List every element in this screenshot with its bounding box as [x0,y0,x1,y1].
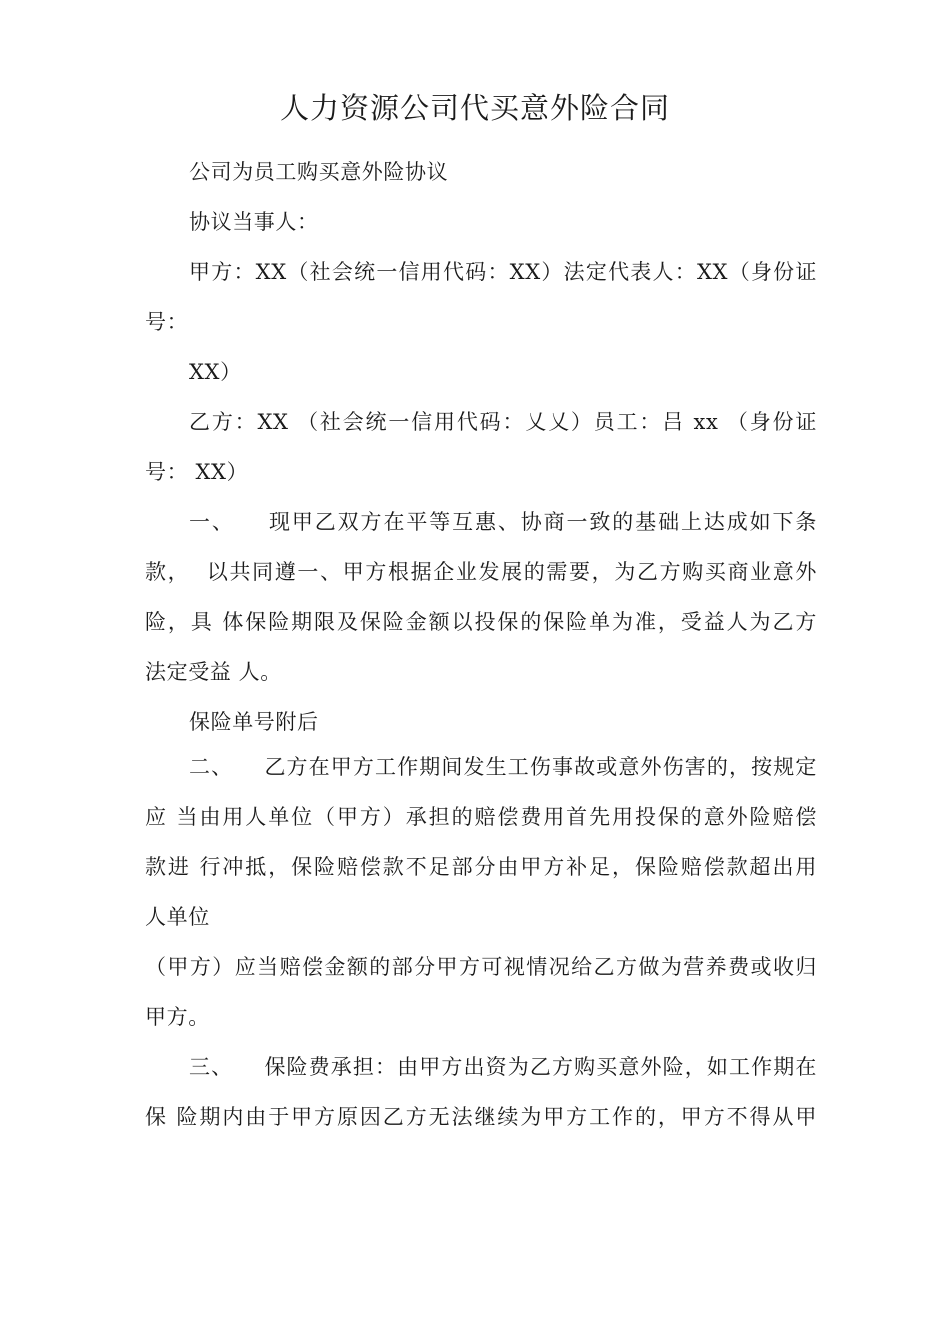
party-b-line-1: 乙方：XX （社会统一信用代码：乂乂）员工：吕 xx （身份证 [189,410,817,434]
party-a-line-3: XX） [189,360,242,384]
clause-3-line-1: 三、 保险费承担：由甲方出资为乙方购买意外险，如工作期在 [189,1055,817,1079]
clause-2-line-6: 甲方。 [145,1005,210,1029]
clause-1-line-3: 险，具 体保险期限及保险金额以投保的保险单为准，受益人为乙方 [145,610,817,634]
clause-2-line-4: 人单位 [145,905,210,929]
clause-2-line-5: （甲方）应当赔偿金额的部分甲方可视情况给乙方做为营养费或收归 [145,955,817,979]
clause-2-line-1: 二、 乙方在甲方工作期间发生工伤事故或意外伤害的，按规定 [189,755,817,779]
policy-number-note: 保险单号附后 [189,710,319,734]
clause-2-line-2: 应 当由用人单位（甲方）承担的赔偿费用首先用投保的意外险赔偿 [145,805,817,829]
document-title: 人力资源公司代买意外险合同 [279,91,670,125]
clause-3-line-2: 保 险期内由于甲方原因乙方无法继续为甲方工作的，甲方不得从甲 [145,1105,817,1129]
clause-1-line-4: 法定受益 人。 [145,660,282,684]
party-b-line-2: 号： XX） [145,460,249,484]
party-a-line-2: 号： [145,310,189,334]
clause-2-line-3: 款进 行冲抵，保险赔偿款不足部分由甲方补足，保险赔偿款超出用 [145,855,817,879]
parties-heading: 协议当事人： [189,210,319,234]
party-a-line-1: 甲方：XX（社会统一信用代码：XX）法定代表人：XX（身份证 [189,260,817,284]
subtitle: 公司为员工购买意外险协议 [189,160,449,184]
clause-1-line-2: 款， 以共同遵一、甲方根据企业发展的需要，为乙方购买商业意外 [145,560,817,584]
clause-1-line-1: 一、 现甲乙双方在平等互惠、协商一致的基础上达成如下条 [189,510,817,534]
